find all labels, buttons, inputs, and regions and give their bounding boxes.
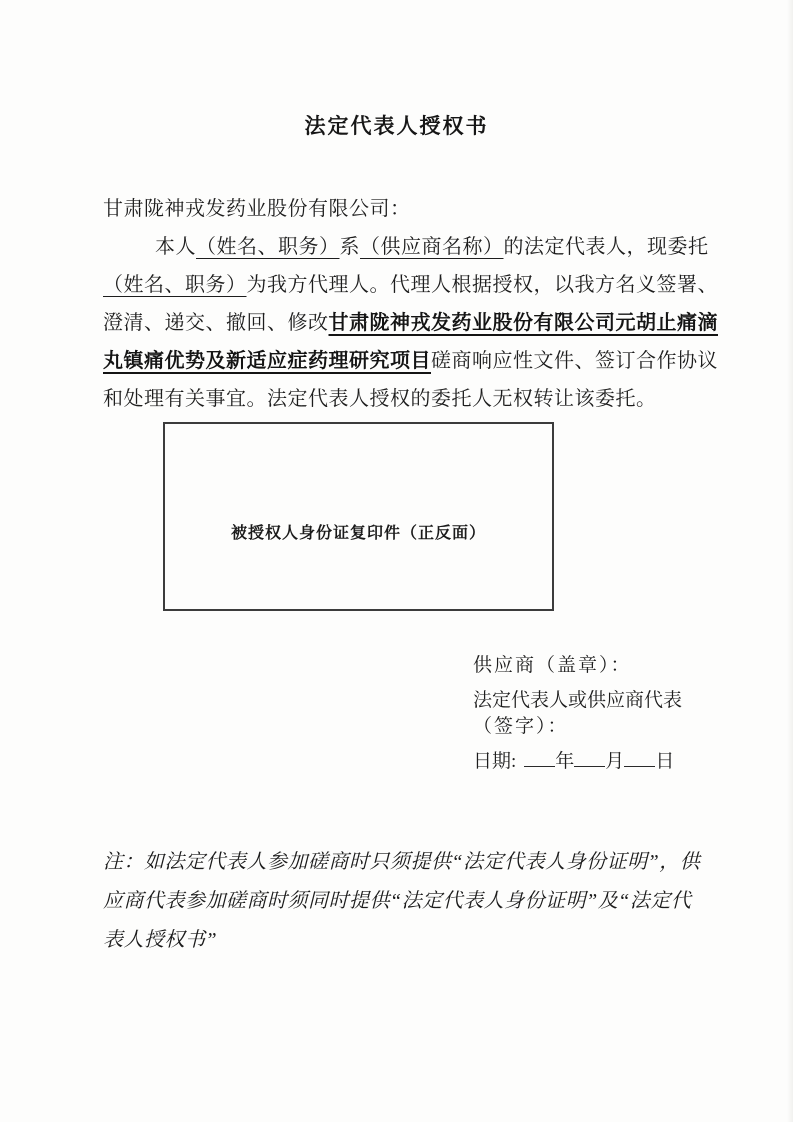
project-name-part1: 甘肃陇神戎发药业股份有限公司元胡止痛滴 <box>328 312 718 334</box>
line5-rest-text: 磋商响应性文件、签订合作协议 <box>431 350 718 372</box>
signature-label-text: （签字）： <box>473 716 569 737</box>
supplier-seal-line <box>473 650 632 677</box>
blank-supplier-name-field: （供应商名称） <box>360 236 504 258</box>
signature-label-line <box>473 711 569 738</box>
footnote-line-3-text: 表人授权书” <box>103 929 218 951</box>
blank-agent-name-field: （姓名、职务） <box>103 274 247 296</box>
date-day-blank <box>624 747 655 767</box>
document-title: 法定代表人授权书 <box>304 115 489 138</box>
footnote-line-2-text: 应商代表参加磋商时须同时提供“法定代表人身份证明”及“法定代 <box>103 890 692 912</box>
date-line <box>473 746 674 773</box>
paragraph-line-4 <box>103 304 718 342</box>
line4-pre-text: 澄清、递交、撤回、修改 <box>103 312 329 334</box>
salutation-text: 甘肃陇神戎发药业股份有限公司： <box>103 198 411 220</box>
paragraph-line-salutation <box>103 190 695 228</box>
footnote-line-1 <box>103 843 709 882</box>
footnote-line-1-text: 注：如法定代表人参加磋商时只须提供“法定代表人身份证明”，供 <box>103 851 701 873</box>
paragraph-line-2 <box>103 228 709 266</box>
line2-post-text: 的法定代表人，现委托 <box>503 236 709 258</box>
line6-text: 和处理有关事宜。法定代表人授权的委托人无权转让该委托。 <box>103 388 657 410</box>
supplier-seal-text: 供应商（盖章）： <box>473 655 632 676</box>
scan-edge-shadow <box>787 0 793 1122</box>
blank-name-title-field: （姓名、职务） <box>196 236 340 258</box>
project-name-part2: 丸镇痛优势及新适应症药理研究项目 <box>103 350 431 372</box>
date-month-text: 月 <box>605 751 625 772</box>
date-year-text: 年 <box>555 751 575 772</box>
paragraph-line-6 <box>103 380 695 418</box>
line2-mid-text: 系 <box>339 236 360 258</box>
id-copy-placeholder-box <box>163 422 554 611</box>
representative-label-line <box>473 685 682 712</box>
representative-label-text: 法定代表人或供应商代表 <box>473 690 683 711</box>
id-copy-placeholder-label: 被授权人身份证复印件（正反面） <box>230 525 486 542</box>
line2-pre-text: 本人 <box>155 236 196 258</box>
footnote-line-3 <box>103 921 709 960</box>
footnote-line-2 <box>103 882 709 921</box>
footnote-block <box>103 843 709 960</box>
paragraph-line-3 <box>103 266 718 304</box>
date-label-text: 日期: <box>473 751 517 772</box>
date-day-text: 日 <box>655 751 675 772</box>
date-year-blank <box>524 747 555 767</box>
line3-rest-text: 为我方代理人。代理人根据授权，以我方名义签署、 <box>246 274 718 296</box>
paragraph-line-5 <box>103 342 718 380</box>
body-paragraph <box>103 190 718 418</box>
date-month-blank <box>574 747 605 767</box>
